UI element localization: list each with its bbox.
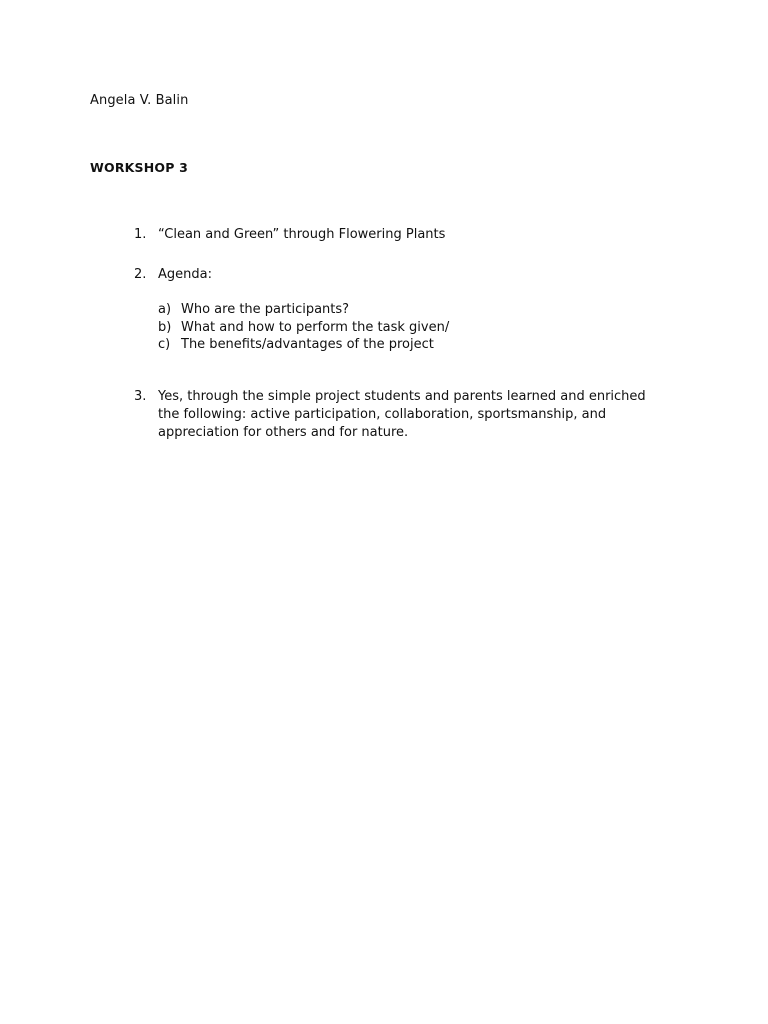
paragraph-text [158, 388, 678, 442]
list-item-text: Agenda: [158, 267, 212, 282]
agenda-subitem-b [158, 319, 658, 337]
paragraph-line: appreciation for others and for nature. [158, 425, 409, 440]
workshop-heading: WORKSHOP 3 [90, 160, 189, 175]
sublist-text: Who are the participants? [181, 302, 350, 317]
sublist-text: What and how to perform the task given/ [181, 319, 450, 335]
list-number: 1. [134, 227, 147, 242]
agenda-subitem-c [158, 336, 658, 354]
sublist-text: The benefits/advantages of the project [181, 337, 434, 352]
paragraph-line: the following: active participation, collaboration, sportsmanship, and [158, 407, 607, 422]
sublist-letter: a) [158, 302, 172, 317]
list-number: 2. [134, 267, 147, 282]
agenda-subitem-a [158, 301, 658, 319]
author-name: Angela V. Balin [90, 93, 189, 108]
sublist-letter: c) [158, 337, 171, 352]
agenda-sublist [158, 301, 658, 354]
list-number: 3. [134, 389, 147, 404]
list-item-text: “Clean and Green” through Flowering Plants [158, 227, 446, 242]
sublist-letter: b) [158, 319, 172, 335]
paragraph-line: Yes, through the simple project students and parents learned and enriched [158, 389, 646, 404]
